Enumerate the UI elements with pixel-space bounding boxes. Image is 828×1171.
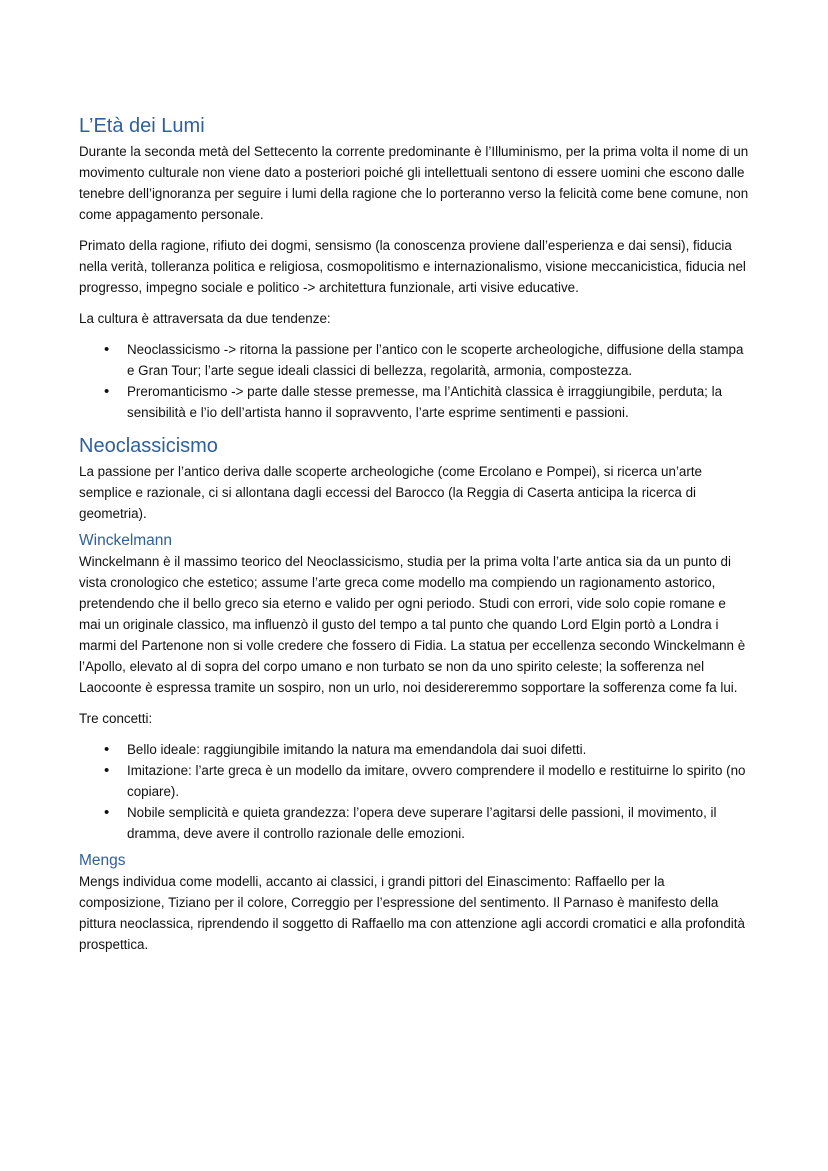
document-page (79, 113, 751, 965)
list-item: • Preromanticismo -> parte dalle stesse premesse, ma l’Antichità classica è irraggiungibile, perduta; la sensibilità e l’io dell’artista hanno il sopravvento, l’arte esprime sentimenti e passioni. (127, 381, 751, 423)
bullet-list-concetti (79, 739, 751, 844)
heading-neoclassicismo: Neoclassicismo (79, 435, 218, 457)
list-item: • Nobile semplicità e quieta grandezza: l’opera deve superare l’agitarsi delle passioni, il movimento, il dramma, deve avere il controllo razionale delle emozioni. (127, 802, 751, 844)
list-item: • Neoclassicismo -> ritorna la passione per l’antico con le scoperte archeologiche, diffusione della stampa e Gran Tour; l’arte segue ideali classici di bellezza, regolarità, armonia, compostezza. (127, 339, 751, 381)
paragraph: Winckelmann è il massimo teorico del Neoclassicismo, studia per la prima volta l’arte antica sia da un punto di vista cronologico che estetico; assume l’arte greca come modello ma compiendo un ragionamento astorico, pretendendo che il bello greco sia eterno e valido per ogni periodo. Studi con errori, vide solo copie romane e mai un originale classico, ma influenzò il gusto del tempo a tal punto che quando Lord Elgin portò a Londra i marmi del Partenone non si volle credere che fossero di Fidia. La statua per eccellenza secondo Winckelmann è l’Apollo, elevato al di sopra del corpo umano e non turbato se non da uno spirito celeste; la sofferenza nel Laocoonte è espressa tramite un sospiro, non un urlo, noi desidereremmo sopportare la sofferenza come fa lui. (79, 554, 746, 695)
paragraph: Durante la seconda metà del Settecento la corrente predominante è l’Illuminismo, per la prima volta il nome di un movimento culturale non viene dato a posteriori poiché gli intellettuali sentono di essere uomini che escono dalle tenebre dell’ignoranza per seguire i lumi della ragione che lo porteranno verso la felicità come bene comune, non come appagamento personale. (79, 144, 749, 222)
list-item: • Imitazione: l’arte greca è un modello da imitare, ovvero comprendere il modello e restituirne lo spirito (no copiare). (127, 760, 751, 802)
subheading-mengs: Mengs (79, 852, 126, 869)
heading-eta-dei-lumi: L’Età dei Lumi (79, 115, 205, 137)
bullet-list-tendenze (79, 339, 751, 423)
paragraph: Tre concetti: (79, 711, 153, 726)
list-item: • Bello ideale: raggiungibile imitando la natura ma emendandola dai suoi difetti. (127, 739, 751, 760)
paragraph: Mengs individua come modelli, accanto ai classici, i grandi pittori del Einascimento: Raffaello per la composizione, Tiziano per il colore, Correggio per l’espressione del sentimento. Il Parnaso è manifesto della pittura neoclassica, riprendendo il soggetto di Raffaello ma con attenzione agli accordi cromatici e alla profondità prospettica. (79, 874, 745, 952)
paragraph: La passione per l’antico deriva dalle scoperte archeologiche (come Ercolano e Pompei), si ricerca un’arte semplice e razionale, ci si allontana dagli eccessi del Barocco (la Reggia di Caserta anticipa la ricerca di geometria). (79, 464, 702, 521)
subheading-winckelmann: Winckelmann (79, 532, 173, 549)
paragraph: La cultura è attraversata da due tendenze: (79, 311, 331, 326)
paragraph: Primato della ragione, rifiuto dei dogmi, sensismo (la conoscenza proviene dall’esperienza e dai sensi), fiducia nella verità, tolleranza politica e religiosa, cosmopolitismo e internazionalismo, visione meccanicistica, fiducia nel progresso, impegno sociale e politico -> architettura funzionale, arti visive educative. (79, 238, 746, 295)
